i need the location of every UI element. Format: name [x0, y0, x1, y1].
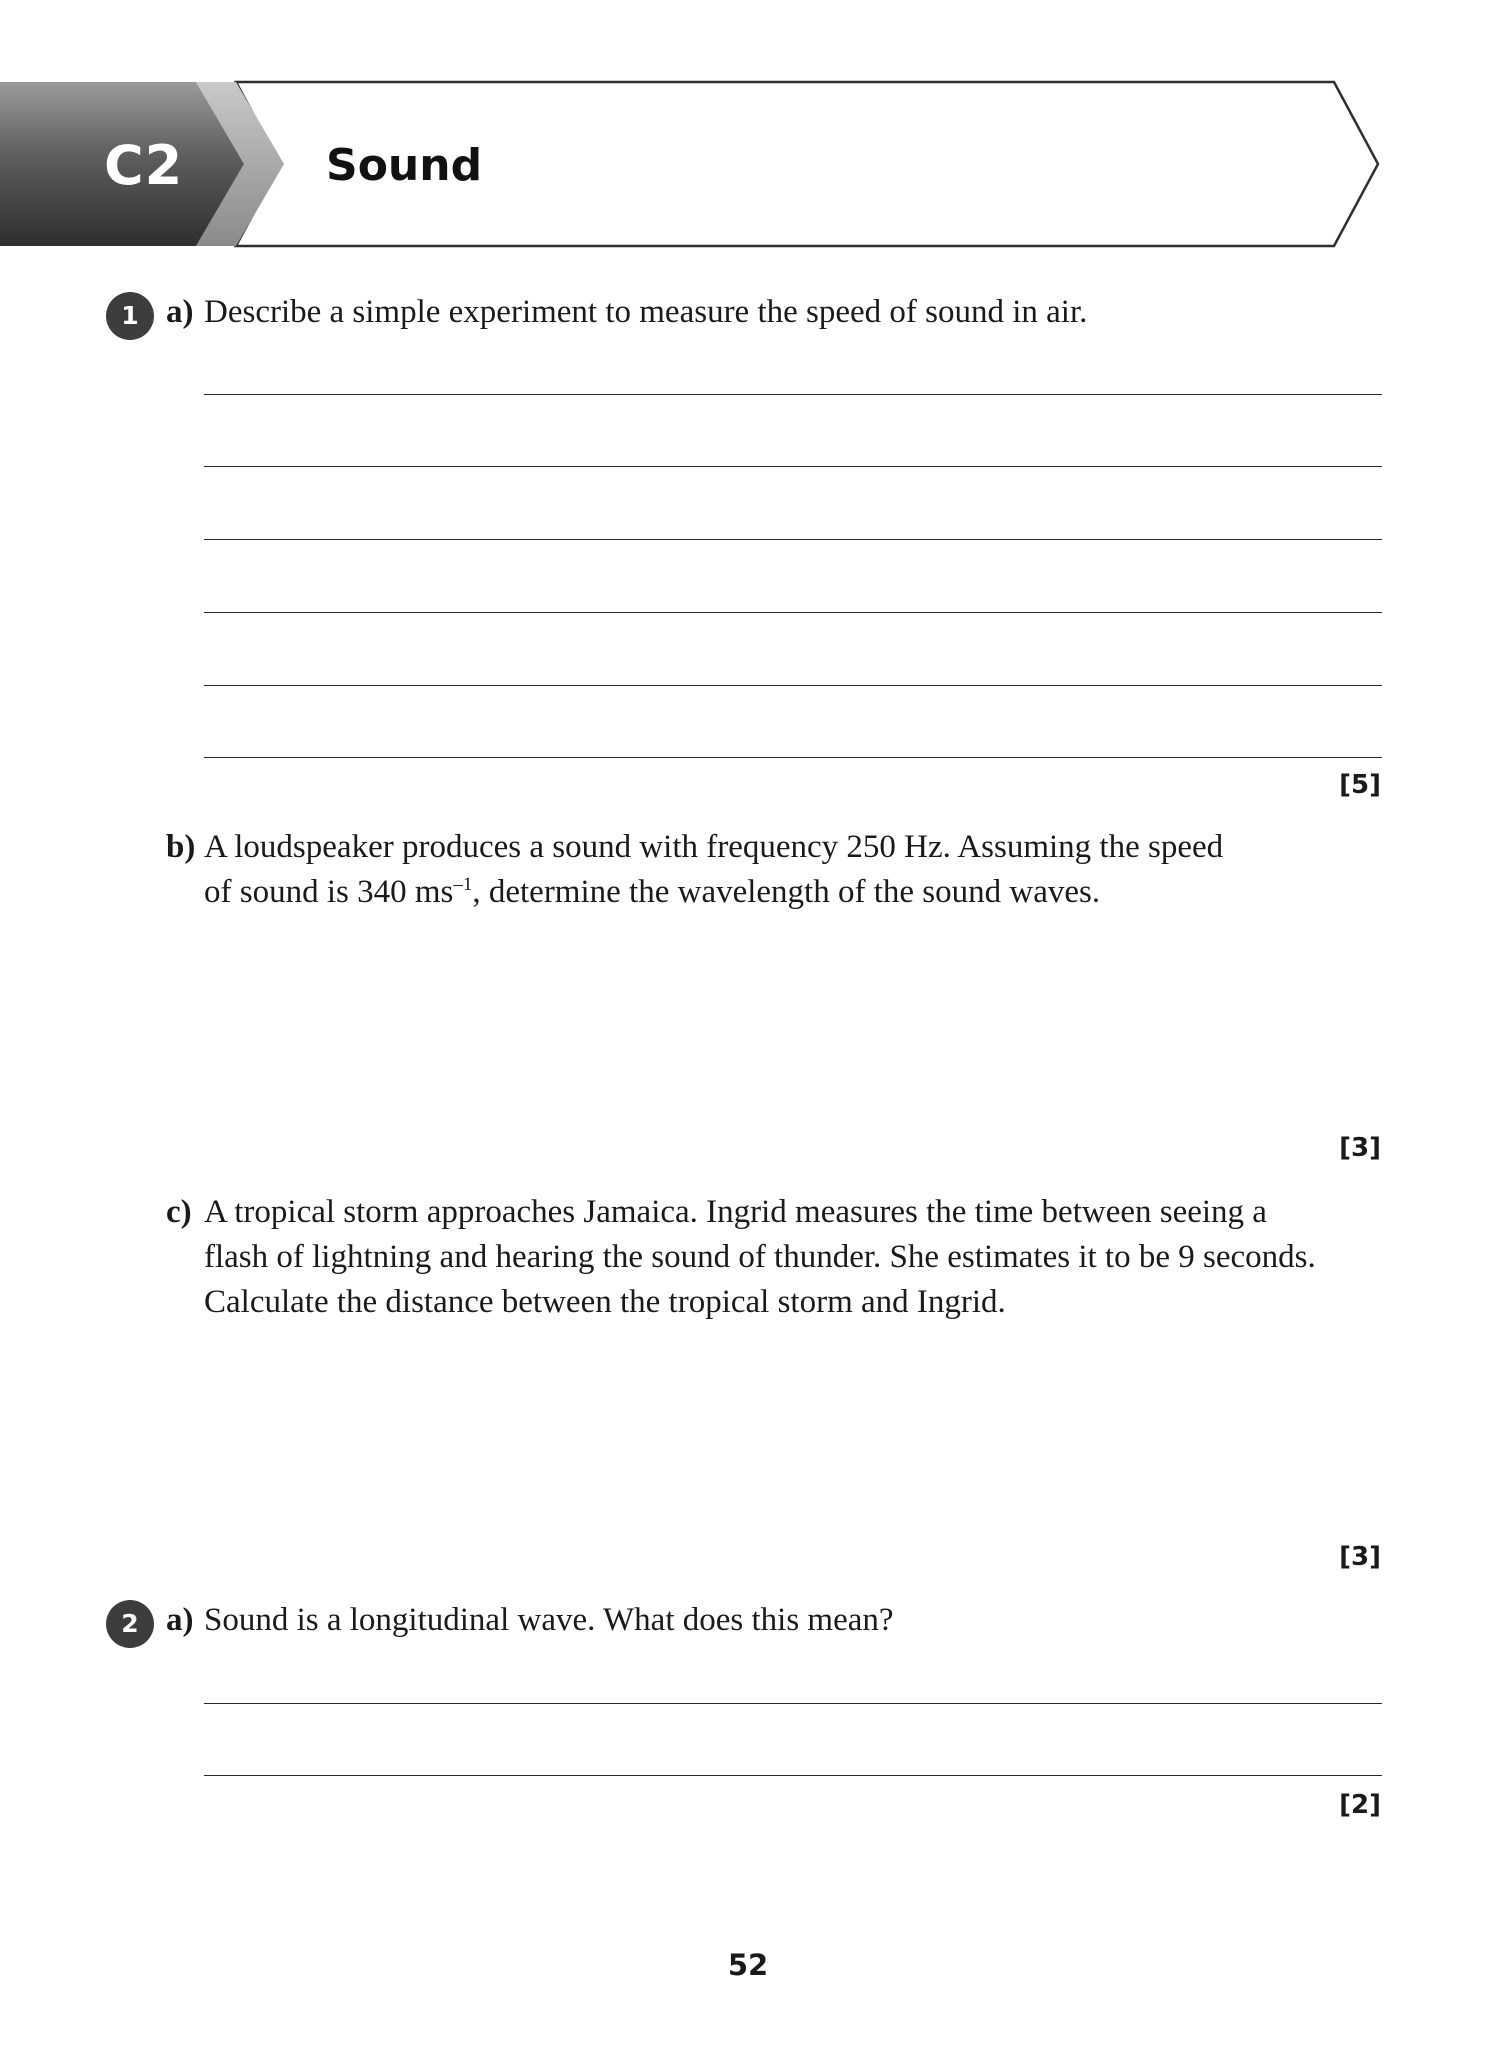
part-label: c)	[166, 1194, 192, 1230]
chapter-banner-shape	[0, 80, 1380, 248]
question-number-badge: 1	[106, 292, 154, 340]
question-text: Describe a simple experiment to measure the speed of sound in air.	[204, 294, 1088, 330]
marks-label: [2]	[1339, 1790, 1381, 1820]
question-text: Sound is a longitudinal wave. What does this mean?	[204, 1602, 894, 1638]
answer-line[interactable]	[204, 685, 1382, 686]
question-text-line: A loudspeaker produces a sound with frequency 250 Hz. Assuming the speed	[204, 829, 1224, 865]
superscript: –1	[453, 874, 473, 895]
answer-line[interactable]	[204, 1703, 1382, 1704]
part-label: a)	[166, 294, 194, 330]
page-number: 52	[727, 1948, 769, 1982]
answer-line[interactable]	[204, 612, 1382, 613]
answer-line[interactable]	[204, 539, 1382, 540]
question-text-line: flash of lightning and hearing the sound of thunder. She estimates it to be 9 seconds.	[204, 1239, 1316, 1275]
part-label: b)	[166, 829, 196, 865]
answer-line[interactable]	[204, 1775, 1382, 1776]
chapter-header	[0, 80, 1380, 248]
chapter-code: C2	[104, 134, 184, 197]
question-text-segment: of sound is 340 ms	[204, 874, 454, 910]
question-text-line: A tropical storm approaches Jamaica. Ingrid measures the time between seeing a	[204, 1194, 1267, 1230]
answer-line[interactable]	[204, 466, 1382, 467]
question-text-segment: , determine the wavelength of the sound waves.	[472, 874, 1101, 910]
marks-label: [3]	[1339, 1542, 1381, 1572]
marks-label: [5]	[1339, 770, 1381, 800]
question-text-line: Calculate the distance between the tropical storm and Ingrid.	[204, 1284, 1006, 1320]
question-text-line	[204, 870, 1100, 915]
answer-line[interactable]	[204, 757, 1382, 758]
marks-label: [3]	[1339, 1133, 1381, 1163]
question-number-badge: 2	[106, 1600, 154, 1648]
chapter-title: Sound	[326, 140, 483, 191]
answer-line[interactable]	[204, 394, 1382, 395]
part-label: a)	[166, 1602, 194, 1638]
